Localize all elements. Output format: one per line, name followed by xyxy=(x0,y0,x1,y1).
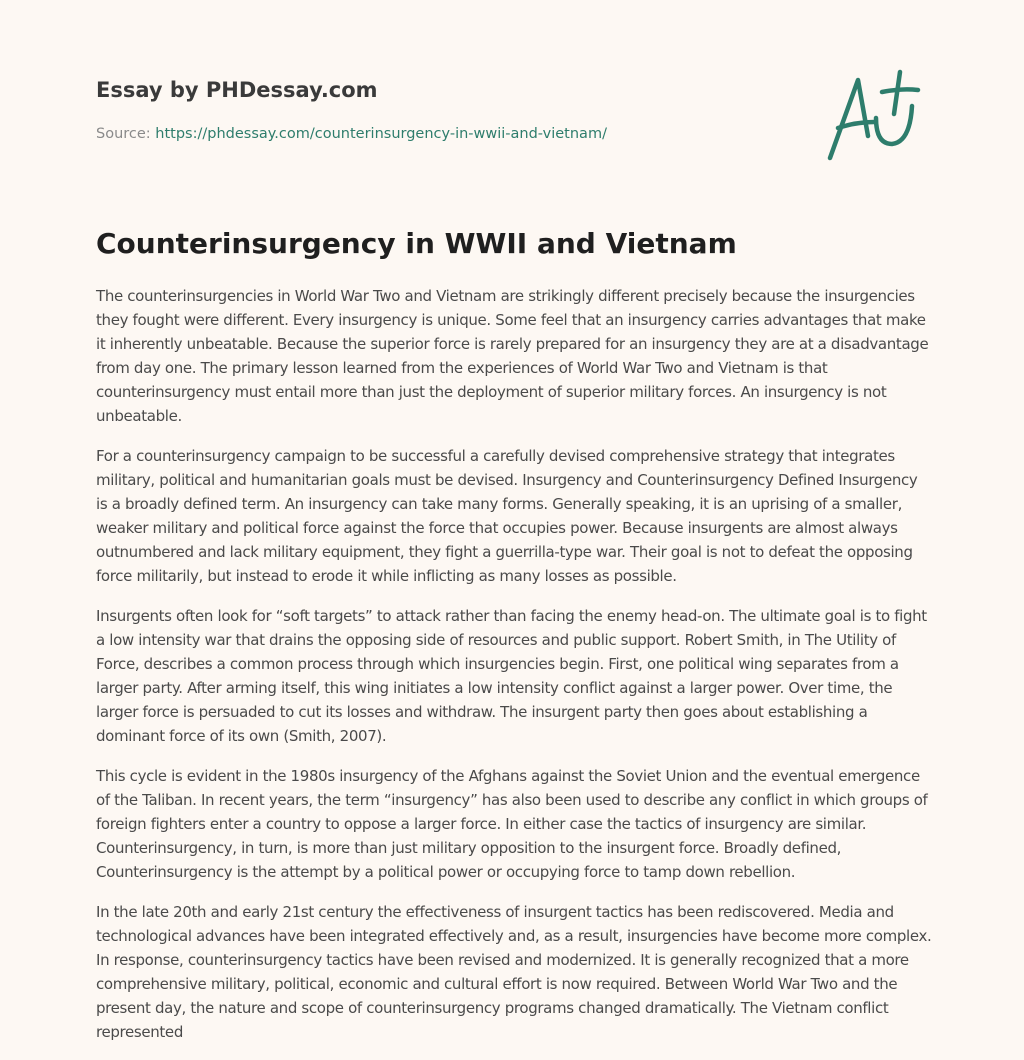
source-link[interactable]: https://phdessay.com/counterinsurgency-in-wwii-and-vietnam/ xyxy=(155,126,607,142)
site-brand: Essay by PHDessay.com xyxy=(96,78,378,102)
essay-body xyxy=(96,284,932,1060)
essay-title: Counterinsurgency in WWII and Vietnam xyxy=(96,227,737,260)
essay-header xyxy=(96,76,796,144)
essay-paragraph: Insurgents often look for “soft targets” to attack rather than facing the enemy head-on. The ultimate goal is to fight a low intensity war that drains the opposing side of resources and public support. Robert Smith, in The Utility of Force, describes a common process through which insurgencies begin. First, one political wing separates from a larger party. After arming itself, this wing initiates a low intensity conflict against a larger power. Over time, the larger force is persuaded to cut its losses and withdraw. The insurgent party then goes about establishing a dominant force of its own (Smith, 2007). xyxy=(96,607,927,745)
essay-paragraph: For a counterinsurgency campaign to be successful a carefully devised comprehensive strategy that integrates military, political and humanitarian goals must be devised. Insurgency and Counterinsurgency Defined Insurgency is a broadly defined term. An insurgency can take many forms. Generally speaking, it is an uprising of a smaller, weaker military and political force against the force that occupies power. Because insurgents are almost always outnumbered and lack military equipment, they fight a guerrilla-type war. Their goal is not to defeat the opposing force militarily, but instead to erode it while inflicting as many losses as possible. xyxy=(96,447,918,585)
a-plus-grade-icon xyxy=(818,66,928,166)
essay-paragraph: The counterinsurgencies in World War Two and Vietnam are strikingly different precisely because the insurgencies they fought were different. Every insurgency is unique. Some feel that an insurgency carries advantages that make it inherently unbeatable. Because the superior force is rarely prepared for an insurgency they are at a disadvantage from day one. The primary lesson learned from the experiences of World War Two and Vietnam is that counterinsurgency must entail more than just the deployment of superior military forces. An insurgency is not unbeatable. xyxy=(96,287,929,425)
source-label: Source: xyxy=(96,126,156,142)
essay-paragraph: This cycle is evident in the 1980s insurgency of the Afghans against the Soviet Union and the eventual emergence of the Taliban. In recent years, the term “insurgency” has also been used to describe any conflict in which groups of foreign fighters enter a country to oppose a larger force. In either case the tactics of insurgency are similar. Counterinsurgency, in turn, is more than just military opposition to the insurgent force. Broadly defined, Counterinsurgency is the attempt by a political power or occupying force to tamp down rebellion. xyxy=(96,767,928,881)
essay-paragraph: In the late 20th and early 21st century the effectiveness of insurgent tactics has been rediscovered. Media and technological advances have been integrated effectively and, as a result, insurgencies have become more complex. In response, counterinsurgency tactics have been revised and modernized. It is generally recognized that a more comprehensive military, political, economic and cultural effort is now required. Between World War Two and the present day, the nature and scope of counterinsurgency programs changed dramatically. The Vietnam conflict represented xyxy=(96,903,932,1041)
source-line xyxy=(96,124,796,144)
